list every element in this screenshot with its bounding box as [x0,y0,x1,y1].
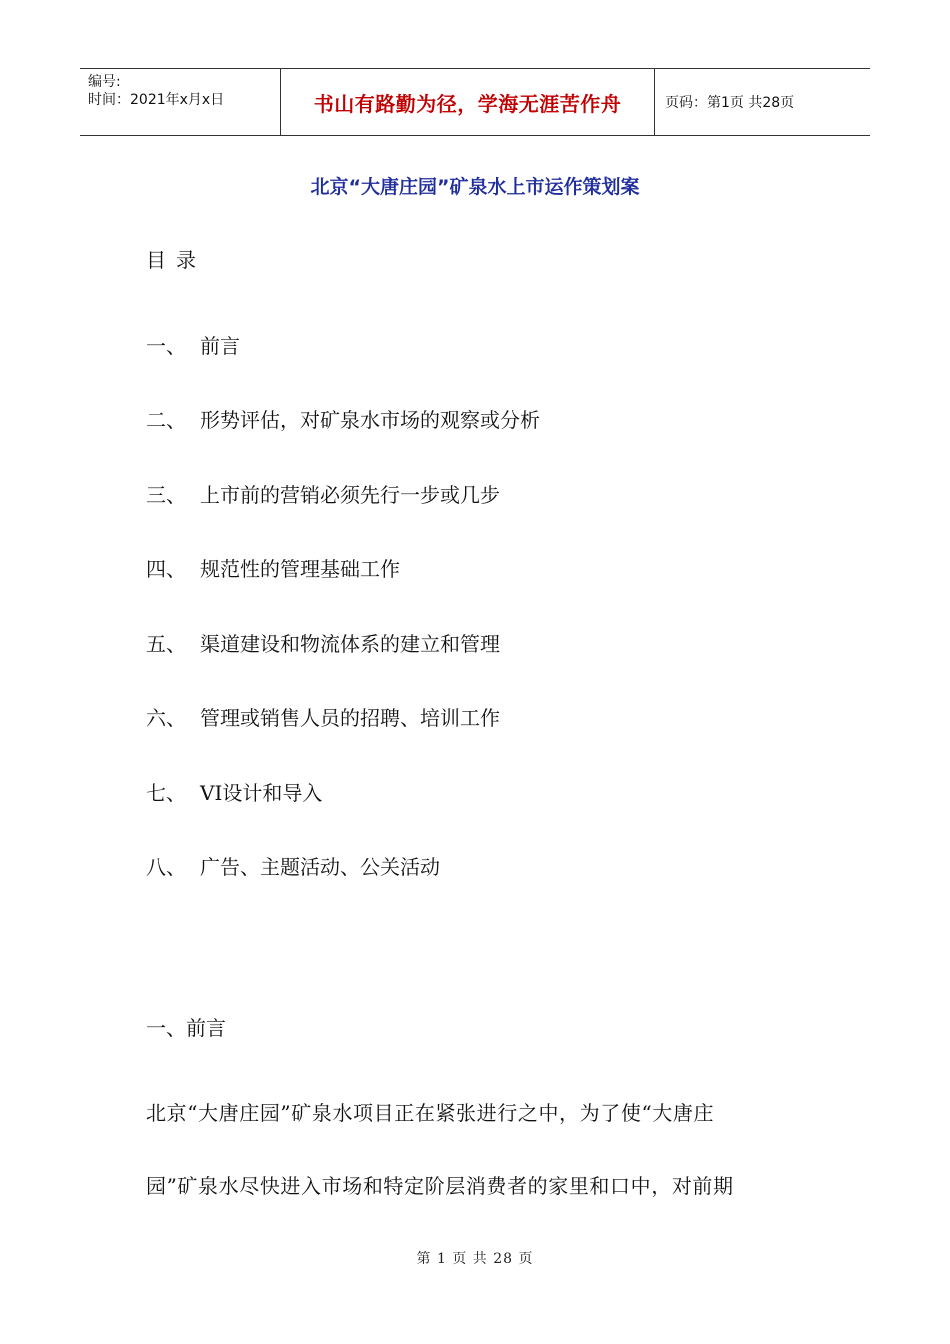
toc-item-number: 六、 [146,706,186,730]
toc-item-text: 广告、主题活动、公关活动 [200,855,440,879]
toc-item [146,777,322,806]
toc-item-number: 二、 [146,408,186,432]
toc-item-number: 五、 [146,632,186,656]
toc-item [146,851,440,880]
toc-item-text: 规范性的管理基础工作 [200,557,400,581]
page-footer: 第 1 页 共 28 页 [416,1251,534,1267]
toc-item-text: 管理或销售人员的招聘、培训工作 [200,706,500,730]
paragraph-line: 园”矿泉水尽快进入市场和特定阶层消费者的家里和口中，对前期 [146,1174,734,1198]
date-label: 时间：2021年x月x日 [88,92,225,108]
header-meta [80,69,281,135]
toc-item [146,330,240,359]
toc-item [146,479,500,508]
header-motto: 书山有路勤为径，学海无涯苦作舟 [281,69,655,135]
toc-item-text: 上市前的营销必须先行一步或几步 [200,483,500,507]
toc-item-number: 七、 [146,781,186,805]
toc-item-number: 四、 [146,557,186,581]
toc-item-text: 形势评估，对矿泉水市场的观察或分析 [200,408,540,432]
document-header [80,68,870,136]
toc-item-number: 三、 [146,483,186,507]
toc-item [146,628,500,657]
toc-item-text: 前言 [200,334,240,358]
number-label: 编号: [88,74,121,90]
paragraph-line: 北京“大唐庄园”矿泉水项目正在紧张进行之中，为了使“大唐庄 [146,1101,715,1125]
toc-item-number: 八、 [146,855,186,879]
toc-item-text: 渠道建设和物流体系的建立和管理 [200,632,500,656]
document-title: 北京“大唐庄园”矿泉水上市运作策划案 [310,176,640,198]
toc-item [146,702,500,731]
toc-heading: 目录 [146,248,206,272]
header-page-info: 页码：第1页 共28页 [665,95,795,111]
toc-item-text: VI设计和导入 [200,781,323,805]
toc-item [146,404,540,433]
section-heading: 一、前言 [146,1016,226,1040]
toc-item-number: 一、 [146,334,186,358]
toc-item [146,553,400,582]
